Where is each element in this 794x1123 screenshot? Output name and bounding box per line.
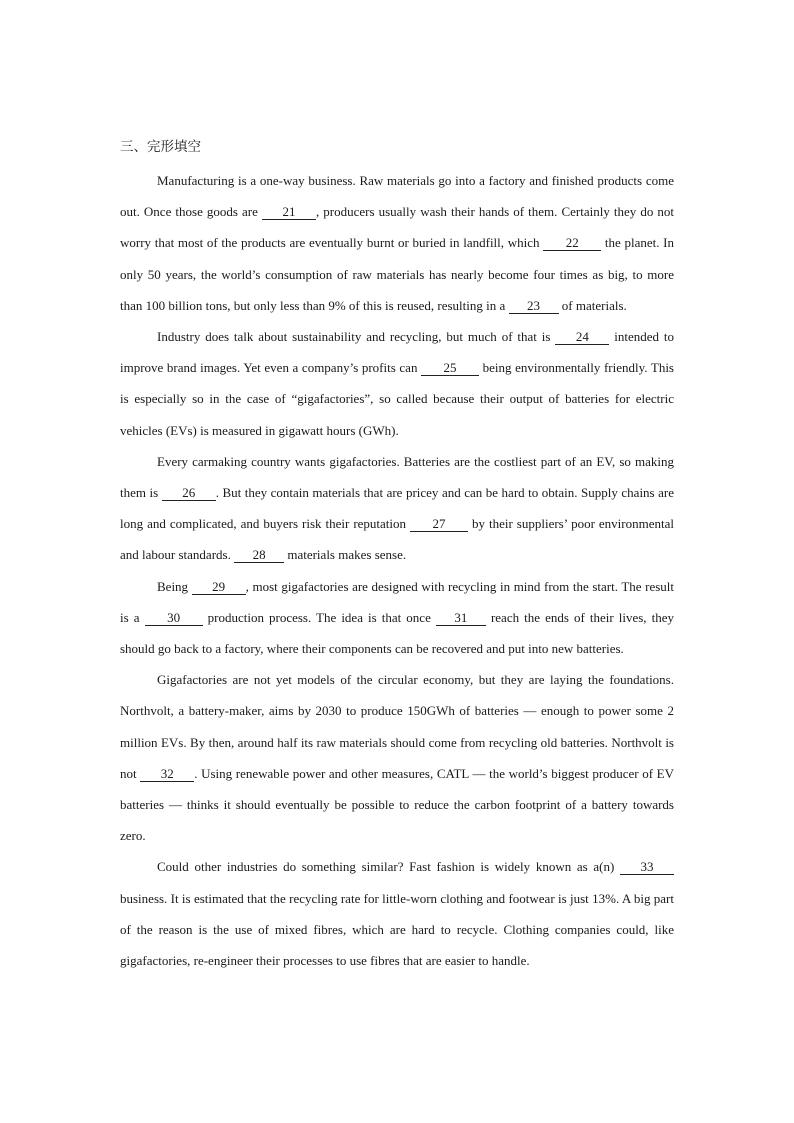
blank-31: 31 <box>436 611 486 626</box>
text-segment: Gigafactories are not yet models of the circular economy, but they are laying the foundations. Northvolt, a battery-maker, aims by 2030 to produce 150GWh of batteries — enough to power some 2 million EVs. By then, around half its raw materials should come from recycling old batteries. Northvolt is not <box>120 672 674 781</box>
text-segment: reach the ends of their lives, they should go back to a factory, where their components can be recovered and put into new batteries. <box>120 609 674 657</box>
text-segment: Could other industries do something similar? Fast fashion is widely known as a(n) <box>157 859 620 875</box>
text-segment: materials makes sense. <box>284 547 407 563</box>
paragraph-6 <box>120 851 674 976</box>
blank-22: 22 <box>543 236 601 251</box>
text-segment: . Using renewable power and other measures, CATL — the world’s biggest producer of EV batteries — thinks it should eventually be possible to reduce the carbon footprint of a battery towards zero. <box>120 765 674 844</box>
blank-30: 30 <box>145 611 203 626</box>
text-segment: Being <box>157 578 192 594</box>
text-segment: Manufacturing is a one-way business. Raw materials go into a factory and finished products come out. Once those goods are <box>120 173 674 220</box>
text-segment: production process. The idea is that once <box>202 609 436 625</box>
blank-26: 26 <box>162 486 216 501</box>
cloze-passage <box>120 165 674 976</box>
blank-29: 29 <box>192 580 246 595</box>
text-segment: business. It is estimated that the recycling rate for little-worn clothing and footwear is just 13%. A big part of the reason is the use of mixed fibres, which are hard to recycle. Clothing companies could, like gigafactories, re-engineer their processes to use fibres that are easier to handle. <box>120 890 674 969</box>
text-segment: the planet. In only 50 years, the world’s consumption of raw materials has nearly become four times as big, to more than 100 billion tons, but only less than 9% of this is reused, resulting in a <box>120 235 674 313</box>
text-segment: Industry does talk about sustainability and recycling, but much of that is <box>157 329 556 345</box>
text-segment: by their suppliers’ poor environmental and labour standards. <box>120 516 674 563</box>
text-segment: being environmentally friendly. This is especially so in the case of “gigafactories”, so called because their output of batteries for electric vehicles (EVs) is measured in gigawatt hours (GWh). <box>120 360 674 438</box>
text-segment: of materials. <box>558 297 627 313</box>
text-segment: intended to improve brand images. Yet even a company’s profits can <box>120 329 674 376</box>
blank-21: 21 <box>262 205 316 220</box>
cloze-section <box>120 136 674 976</box>
paragraph-3 <box>120 446 674 571</box>
paragraph-4 <box>120 571 674 665</box>
text-segment: Every carmaking country wants gigafactories. Batteries are the costliest part of an EV, so making them is <box>120 453 674 501</box>
blank-33: 33 <box>620 860 674 875</box>
text-segment: , most gigafactories are designed with recycling in mind from the start. The result is a <box>120 578 674 625</box>
blank-23: 23 <box>509 299 559 314</box>
blank-27: 27 <box>410 517 468 532</box>
blank-24: 24 <box>555 330 609 345</box>
blank-28: 28 <box>234 548 284 563</box>
text-segment: . But they contain materials that are pricey and can be hard to obtain. Supply chains are long and complicated, and buyers risk their reputation <box>120 485 674 532</box>
paragraph-1 <box>120 165 674 321</box>
section-title: 三、完形填空 <box>120 139 201 155</box>
blank-25: 25 <box>421 361 479 376</box>
text-segment: , producers usually wash their hands of them. Certainly they do not worry that most of the products are eventually burnt or buried in landfill, which <box>120 204 674 251</box>
blank-32: 32 <box>140 767 194 782</box>
paragraph-2 <box>120 321 674 446</box>
paragraph-5 <box>120 664 674 851</box>
